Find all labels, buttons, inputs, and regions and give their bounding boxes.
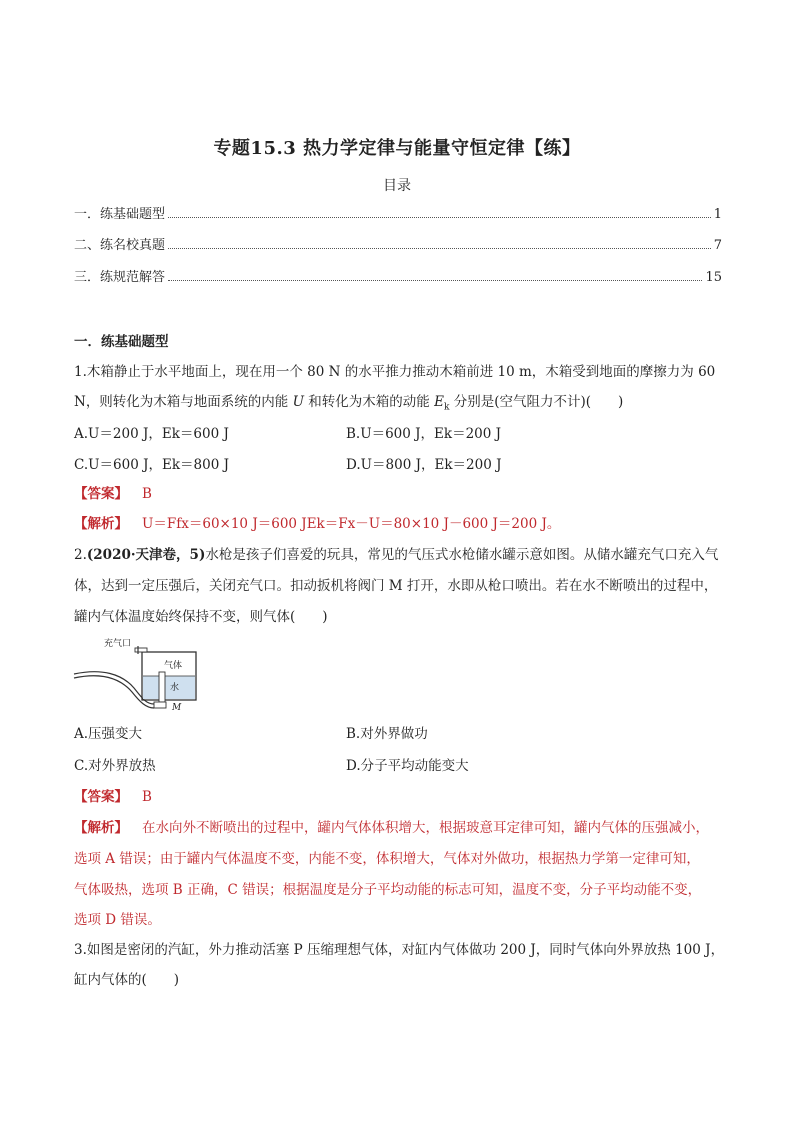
option-b: B.U＝600 J，Ek＝200 J — [346, 426, 502, 442]
inlet-pipe — [135, 648, 147, 652]
inlet-label: 充气口 — [104, 639, 132, 649]
gas-label: 气体 — [164, 661, 183, 671]
answer-line — [74, 787, 152, 807]
answer-line — [74, 484, 152, 504]
answer-value: B — [142, 486, 152, 502]
page-title: 专题15.3 热力学定律与能量守恒定律【练】 — [213, 138, 581, 159]
analysis-text: 在水向外不断喷出的过程中，罐内气体体积增大，根据玻意耳定律可知，罐内气体的压强减小， — [142, 820, 709, 836]
toc-item-page: 1 — [713, 207, 722, 222]
answer-tag: 【答案】 — [74, 486, 128, 502]
toc-heading: 目录 — [383, 178, 411, 194]
toc-leader-dots — [168, 217, 711, 218]
analysis-line — [74, 818, 709, 838]
option-d: D.分子平均动能变大 — [346, 758, 469, 774]
water-region — [143, 676, 195, 699]
question-3-text: 3.如图是密闭的汽缸，外力推动活塞 P 压缩理想气体，对缸内气体做功 200 J，同时气体向外界放热 100 J， — [74, 942, 725, 958]
question-source: (2020·天津卷，5) — [86, 547, 206, 563]
water-gun-diagram — [72, 638, 202, 716]
analysis-tag: 【解析】 — [74, 516, 128, 532]
option-a: A.压强变大 — [74, 726, 143, 742]
option-c: C.U＝600 J，Ek＝800 J — [74, 457, 229, 473]
option-a: A.U＝200 J，Ek＝600 J — [74, 426, 229, 442]
analysis-text: U＝Ffx＝60×10 J＝600 JEk＝Fx－U＝80×10 J－600 J＝200 J。 — [142, 516, 561, 532]
option-d: D.U＝800 J，Ek＝200 J — [346, 457, 502, 473]
answer-value: B — [142, 789, 152, 805]
analysis-text-cont: 选项 D 错误。 — [74, 912, 161, 928]
valve-label: M — [172, 703, 182, 713]
toc-item-page: 7 — [713, 238, 722, 253]
toc-item-label: 一．练基础题型 — [74, 207, 166, 222]
toc-item[interactable] — [74, 233, 722, 253]
toc-item-page: 15 — [705, 270, 722, 285]
question-1-text: 1.木箱静止于水平地面上，现在用一个 80 N 的水平推力推动木箱前进 10 m，木箱受到地面的摩擦力为 60 — [74, 364, 716, 380]
toc-item[interactable] — [74, 202, 722, 222]
question-3-text-cont: 缸内气体的( ) — [74, 972, 180, 988]
water-label: 水 — [170, 683, 180, 693]
toc-item-label: 二、练名校真题 — [74, 238, 166, 253]
valve-body — [154, 702, 166, 708]
analysis-line — [74, 514, 560, 534]
toc-item-label: 三．练规范解答 — [74, 270, 166, 285]
toc-leader-dots — [168, 280, 702, 281]
analysis-text-cont: 选项 A 错误；由于罐内气体温度不变，内能不变，体积增大，气体对外做功，根据热力学第一定律可知， — [74, 851, 700, 867]
question-2-text: 2.(2020·天津卷，5)水枪是孩子们喜爱的玩具，常见的气压式水枪储水罐示意如图。从储水罐充气口充入气 — [74, 547, 719, 563]
toc-leader-dots — [168, 248, 711, 249]
question-2-text-cont: 体，达到一定压强后，关闭充气口。扣动扳机将阀门 M 打开，水即从枪口喷出。若在水不断喷出的过程中， — [74, 578, 718, 594]
option-c: C.对外界放热 — [74, 758, 156, 774]
answer-tag: 【答案】 — [74, 789, 128, 805]
toc-item[interactable] — [74, 265, 722, 285]
analysis-text-cont: 气体吸热，选项 B 正确，C 错误；根据温度是分子平均动能的标志可知，温度不变，分子平均动能不变， — [74, 882, 702, 898]
outlet-tube — [159, 672, 165, 702]
analysis-tag: 【解析】 — [74, 820, 128, 836]
option-b: B.对外界做功 — [346, 726, 428, 742]
question-2-text-cont: 罐内气体温度始终保持不变，则气体( ) — [74, 609, 328, 625]
question-1-text-cont: N，则转化为木箱与地面系统的内能 U 和转化为木箱的动能 $E_k$ 分别是(空气阻力不计)( ) — [74, 394, 624, 413]
section-heading: 一．练基础题型 — [74, 334, 169, 350]
